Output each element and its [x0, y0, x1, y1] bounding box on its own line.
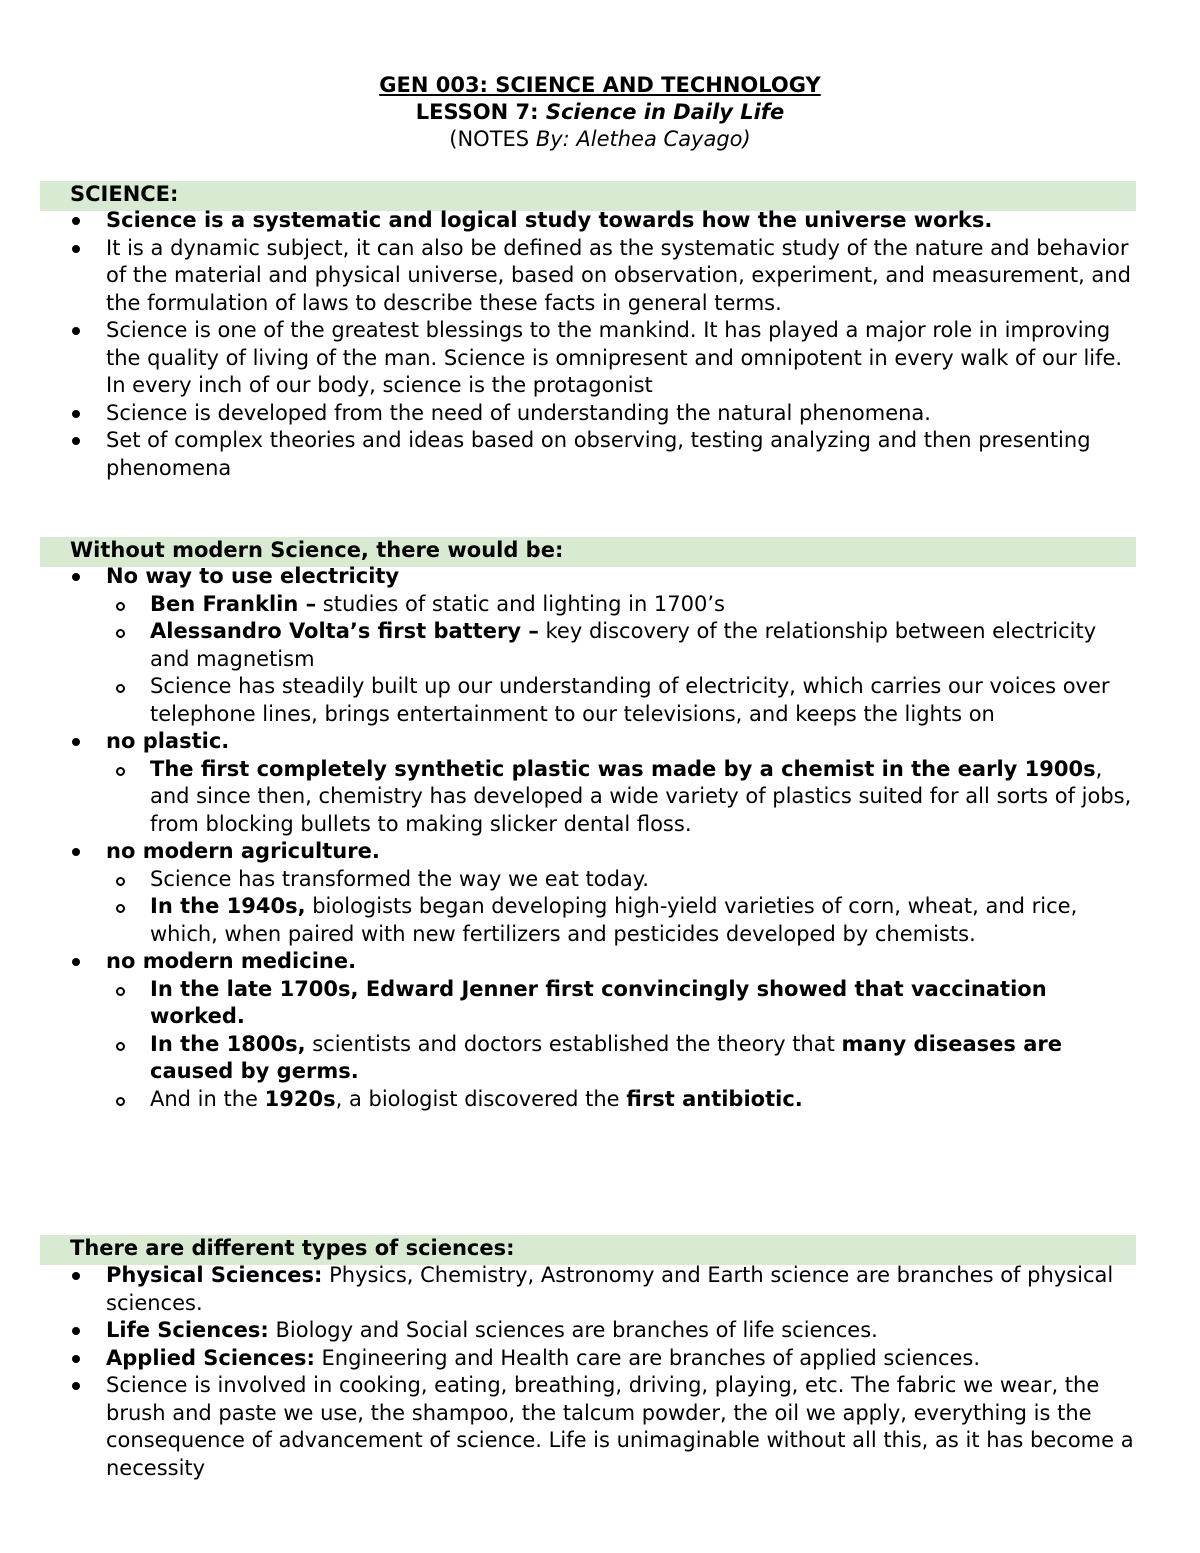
physical-label: Physical Sciences: [106, 1263, 323, 1287]
volta-label: Alessandro Volta’s first battery – [150, 619, 539, 643]
document-header [0, 72, 1200, 153]
science-bullet-3: Science is one of the greatest blessings to the mankind. It has played a major role in improving the quality of living of the man. Science is omnipresent and omnipotent in every walk of our life. In every inch of our body, science is the protagonist [106, 318, 1123, 397]
list-item [0, 400, 1140, 428]
involved-text: Science is involved in cooking, eating, breathing, driving, playing, etc. The fabric we wear, the brush and paste we use, the shampoo, the talcum powder, the oil we apply, everything is the consequence of advancement of science. Life is unimaginable without all this, as it has become a necessity [106, 1373, 1134, 1480]
bullet-icon [72, 1327, 80, 1335]
medicine-bold-2: many diseases are caused by germs. [150, 1031, 1063, 1083]
physical-text: Physics, Chemistry, Astronomy and Earth science are branches of physical sciences. [106, 1263, 1114, 1315]
sub-bullet-icon [116, 629, 125, 638]
science-bullet-4: Science is developed from the need of understanding the natural phenomena. [106, 400, 931, 425]
medicine-bold-3d: first antibiotic. [626, 1086, 803, 1111]
sub-bullet-icon [116, 904, 125, 913]
medicine-bold-1: In the 1800s, [150, 1031, 306, 1056]
without-heading: Without modern Science, there would be: [70, 538, 564, 562]
sub-bullet-icon [116, 684, 125, 693]
list-item [0, 317, 1140, 400]
bullet-icon [72, 1382, 80, 1390]
science-bullet-2: It is a dynamic subject, it can also be defined as the systematic study of the nature and behavior of the material and physical universe, based on observation, experiment, and measurement, and the formulation of laws to describe these facts in general terms. [106, 235, 1131, 315]
sub-bullet-icon [116, 877, 125, 886]
notes-open: (NOTES [449, 127, 536, 151]
list-item [0, 1317, 1140, 1345]
bullet-icon [72, 437, 80, 445]
list-item [106, 591, 1140, 619]
electricity-sublist [106, 591, 1140, 729]
sub-bullet-icon [116, 602, 125, 611]
plastic-sublist [106, 756, 1140, 839]
bullet-icon [72, 327, 80, 335]
notes-by: By: Alethea Cayago) [535, 127, 751, 151]
list-item [0, 1372, 1140, 1482]
franklin-label: Ben Franklin – [150, 591, 317, 616]
list-item [0, 207, 1140, 235]
bullet-icon [72, 217, 80, 225]
medicine-text-3a: And in the [150, 1086, 265, 1111]
list-item [106, 866, 1140, 894]
bullet-icon [72, 958, 80, 966]
science-list [0, 207, 1140, 482]
list-item [0, 838, 1140, 948]
list-item [106, 673, 1140, 728]
science-bullet-1: Science is a systematic and logical study towards how the universe works. [106, 208, 993, 232]
list-item [106, 976, 1140, 1031]
course-title: GEN 003: SCIENCE AND TECHNOLOGY [379, 73, 821, 97]
lesson-title [0, 99, 1200, 126]
bullet-icon [72, 573, 80, 581]
agriculture-sublist [106, 866, 1140, 949]
science-bullet-5: Set of complex theories and ideas based on observing, testing analyzing and then presenting phenomena [106, 428, 1091, 480]
agriculture-bold: In the 1940s, [150, 894, 306, 918]
list-item [0, 1345, 1140, 1373]
agriculture-title: no modern agriculture. [106, 839, 380, 863]
list-item [0, 427, 1140, 482]
types-heading: There are different types of sciences: [70, 1236, 515, 1260]
notes-author [0, 126, 1200, 153]
sub-bullet-icon [116, 767, 125, 776]
medicine-sublist [106, 976, 1140, 1114]
life-text: Biology and Social sciences are branches of life sciences. [268, 1318, 878, 1342]
science-heading: SCIENCE: [70, 182, 179, 206]
types-list [0, 1262, 1140, 1482]
lesson-prefix: LESSON 7: [415, 100, 546, 124]
bullet-icon [72, 738, 80, 746]
franklin-text: studies of static and lighting in 1700’s [316, 591, 725, 616]
applied-label: Applied Sciences: [106, 1345, 315, 1370]
plastic-text: , and since then, chemistry has developed a wide variety of plastics suited for all sorts of jobs, from blocking bullets to making slicker dental floss. [150, 756, 1132, 836]
plastic-title: no plastic. [106, 729, 230, 753]
electricity-title: No way to use electricity [106, 564, 400, 588]
lesson-name: Science in Daily Life [545, 100, 785, 124]
electricity-text: Science has steadily built up our understanding of electricity, which carries our voices over telephone lines, brings entertainment to our televisions, and keeps the lights on [150, 674, 1110, 726]
plastic-bold: The first completely synthetic plastic was made by a chemist in the early 1900s [150, 756, 1096, 781]
medicine-text-1: In the late 1700s, Edward Jenner first convincingly showed that vaccination worked. [150, 976, 1047, 1028]
sub-bullet-icon [116, 1097, 125, 1106]
list-item [0, 235, 1140, 318]
sub-bullet-icon [116, 1042, 125, 1051]
medicine-text-2: scientists and doctors established the theory that [305, 1031, 842, 1056]
medicine-title: no modern medicine. [106, 949, 357, 973]
applied-text: Engineering and Health care are branches of applied sciences. [314, 1345, 981, 1370]
list-item [0, 728, 1140, 838]
list-item [0, 1262, 1140, 1317]
agriculture-text-1: Science has transformed the way we eat today. [150, 866, 649, 891]
list-item [106, 1086, 1140, 1114]
life-label: Life Sciences: [106, 1318, 269, 1342]
bullet-icon [72, 848, 80, 856]
list-item [106, 893, 1140, 948]
bullet-icon [72, 1272, 80, 1280]
bullet-icon [72, 1355, 80, 1363]
list-item [106, 618, 1140, 673]
sub-bullet-icon [116, 987, 125, 996]
list-item [0, 563, 1140, 728]
list-item [106, 756, 1140, 839]
medicine-text-3c: , a biologist discovered the [335, 1086, 627, 1111]
agriculture-text-2: biologists began developing high-yield varieties of corn, wheat, and rice, which, when paired with new fertilizers and pesticides developed by chemists. [150, 894, 1078, 946]
medicine-bold-3b: 1920s [264, 1086, 336, 1111]
without-list [0, 563, 1140, 1113]
volta-text: key discovery of the relationship between electricity and magnetism [150, 619, 1097, 671]
list-item [106, 1031, 1140, 1086]
bullet-icon [72, 410, 80, 418]
bullet-icon [72, 245, 80, 253]
list-item [0, 948, 1140, 1113]
